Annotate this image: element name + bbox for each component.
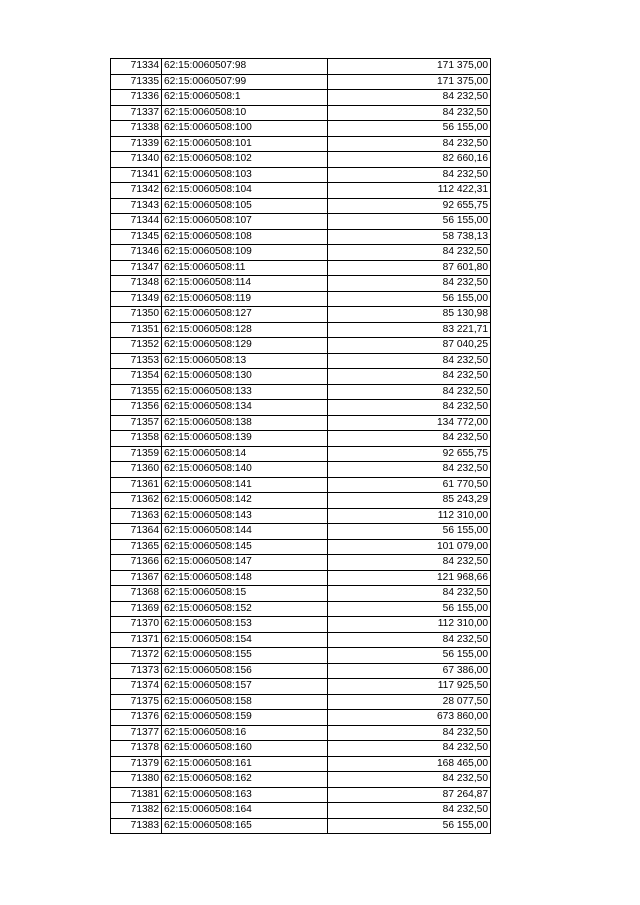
cadastral-value-cell: 171 375,00 [328, 74, 491, 90]
cadastral-number-cell: 62:15:0060508:144 [162, 524, 328, 540]
table-row [111, 400, 491, 416]
row-number-cell: 71382 [111, 803, 162, 819]
table-body [111, 59, 491, 834]
cadastral-number-cell: 62:15:0060508:14 [162, 446, 328, 462]
table-row [111, 524, 491, 540]
cadastral-value-cell: 56 155,00 [328, 214, 491, 230]
cadastral-value-cell: 84 232,50 [328, 384, 491, 400]
cadastral-number-cell: 62:15:0060508:138 [162, 415, 328, 431]
row-number-cell: 71357 [111, 415, 162, 431]
cadastral-number-cell: 62:15:0060508:162 [162, 772, 328, 788]
table-row [111, 725, 491, 741]
row-number-cell: 71344 [111, 214, 162, 230]
cadastral-value-cell: 58 738,13 [328, 229, 491, 245]
cadastral-number-cell: 62:15:0060508:157 [162, 679, 328, 695]
cadastral-number-cell: 62:15:0060508:16 [162, 725, 328, 741]
cadastral-value-cell: 83 221,71 [328, 322, 491, 338]
cadastral-value-cell: 84 232,50 [328, 245, 491, 261]
cadastral-number-cell: 62:15:0060508:143 [162, 508, 328, 524]
cadastral-number-cell: 62:15:0060508:127 [162, 307, 328, 323]
cadastral-number-cell: 62:15:0060508:163 [162, 787, 328, 803]
cadastral-number-cell: 62:15:0060508:1 [162, 90, 328, 106]
cadastral-number-cell: 62:15:0060508:109 [162, 245, 328, 261]
table-row [111, 245, 491, 261]
row-number-cell: 71374 [111, 679, 162, 695]
row-number-cell: 71368 [111, 586, 162, 602]
cadastral-value-cell: 85 243,29 [328, 493, 491, 509]
table-row [111, 415, 491, 431]
table-row [111, 508, 491, 524]
row-number-cell: 71338 [111, 121, 162, 137]
cadastral-value-cell: 101 079,00 [328, 539, 491, 555]
row-number-cell: 71361 [111, 477, 162, 493]
table-row [111, 183, 491, 199]
cadastral-number-cell: 62:15:0060508:153 [162, 617, 328, 633]
row-number-cell: 71379 [111, 756, 162, 772]
row-number-cell: 71355 [111, 384, 162, 400]
cadastral-number-cell: 62:15:0060508:156 [162, 663, 328, 679]
cadastral-number-cell: 62:15:0060508:154 [162, 632, 328, 648]
table-row [111, 229, 491, 245]
table-row [111, 555, 491, 571]
row-number-cell: 71362 [111, 493, 162, 509]
row-number-cell: 71348 [111, 276, 162, 292]
cadastral-value-cell: 56 155,00 [328, 648, 491, 664]
cadastral-value-cell: 84 232,50 [328, 632, 491, 648]
cadastral-value-cell: 84 232,50 [328, 167, 491, 183]
cadastral-value-cell: 84 232,50 [328, 741, 491, 757]
cadastral-value-cell: 85 130,98 [328, 307, 491, 323]
row-number-cell: 71366 [111, 555, 162, 571]
cadastral-value-cell: 112 310,00 [328, 617, 491, 633]
cadastral-value-table [110, 58, 491, 834]
table-row [111, 260, 491, 276]
cadastral-number-cell: 62:15:0060508:158 [162, 694, 328, 710]
row-number-cell: 71345 [111, 229, 162, 245]
row-number-cell: 71365 [111, 539, 162, 555]
cadastral-number-cell: 62:15:0060508:142 [162, 493, 328, 509]
cadastral-number-cell: 62:15:0060508:108 [162, 229, 328, 245]
table-row [111, 818, 491, 834]
table-row [111, 787, 491, 803]
cadastral-number-cell: 62:15:0060508:164 [162, 803, 328, 819]
row-number-cell: 71363 [111, 508, 162, 524]
row-number-cell: 71342 [111, 183, 162, 199]
row-number-cell: 71350 [111, 307, 162, 323]
cadastral-value-cell: 28 077,50 [328, 694, 491, 710]
row-number-cell: 71334 [111, 59, 162, 75]
table-row [111, 307, 491, 323]
row-number-cell: 71337 [111, 105, 162, 121]
table-row [111, 369, 491, 385]
table-row [111, 570, 491, 586]
row-number-cell: 71343 [111, 198, 162, 214]
row-number-cell: 71339 [111, 136, 162, 152]
cadastral-number-cell: 62:15:0060508:161 [162, 756, 328, 772]
table-row [111, 694, 491, 710]
cadastral-number-cell: 62:15:0060508:130 [162, 369, 328, 385]
cadastral-value-cell: 56 155,00 [328, 601, 491, 617]
cadastral-value-cell: 117 925,50 [328, 679, 491, 695]
table-row [111, 648, 491, 664]
table-row [111, 353, 491, 369]
cadastral-value-cell: 67 386,00 [328, 663, 491, 679]
table-row [111, 105, 491, 121]
row-number-cell: 71381 [111, 787, 162, 803]
row-number-cell: 71358 [111, 431, 162, 447]
table-row [111, 121, 491, 137]
table-row [111, 214, 491, 230]
cadastral-value-cell: 84 232,50 [328, 803, 491, 819]
cadastral-number-cell: 62:15:0060508:148 [162, 570, 328, 586]
table-row [111, 741, 491, 757]
cadastral-number-cell: 62:15:0060508:147 [162, 555, 328, 571]
table-row [111, 384, 491, 400]
cadastral-value-cell: 84 232,50 [328, 431, 491, 447]
cadastral-number-cell: 62:15:0060508:160 [162, 741, 328, 757]
row-number-cell: 71380 [111, 772, 162, 788]
cadastral-value-cell: 84 232,50 [328, 90, 491, 106]
cadastral-number-cell: 62:15:0060508:11 [162, 260, 328, 276]
cadastral-value-cell: 84 232,50 [328, 136, 491, 152]
table-row [111, 74, 491, 90]
cadastral-number-cell: 62:15:0060508:133 [162, 384, 328, 400]
cadastral-number-cell: 62:15:0060508:141 [162, 477, 328, 493]
row-number-cell: 71372 [111, 648, 162, 664]
cadastral-number-cell: 62:15:0060508:152 [162, 601, 328, 617]
row-number-cell: 71375 [111, 694, 162, 710]
table-row [111, 90, 491, 106]
cadastral-value-cell: 673 860,00 [328, 710, 491, 726]
cadastral-number-cell: 62:15:0060508:119 [162, 291, 328, 307]
row-number-cell: 71353 [111, 353, 162, 369]
row-number-cell: 71346 [111, 245, 162, 261]
table-row [111, 679, 491, 695]
cadastral-value-cell: 84 232,50 [328, 353, 491, 369]
cadastral-value-cell: 56 155,00 [328, 524, 491, 540]
table-row [111, 601, 491, 617]
table-row [111, 431, 491, 447]
row-number-cell: 71354 [111, 369, 162, 385]
cadastral-value-cell: 87 264,87 [328, 787, 491, 803]
row-number-cell: 71373 [111, 663, 162, 679]
cadastral-number-cell: 62:15:0060508:107 [162, 214, 328, 230]
cadastral-value-cell: 82 660,16 [328, 152, 491, 168]
cadastral-value-cell: 56 155,00 [328, 121, 491, 137]
table-row [111, 493, 491, 509]
row-number-cell: 71347 [111, 260, 162, 276]
row-number-cell: 71370 [111, 617, 162, 633]
cadastral-number-cell: 62:15:0060508:101 [162, 136, 328, 152]
cadastral-value-cell: 56 155,00 [328, 818, 491, 834]
row-number-cell: 71376 [111, 710, 162, 726]
row-number-cell: 71371 [111, 632, 162, 648]
table-row [111, 539, 491, 555]
cadastral-number-cell: 62:15:0060508:105 [162, 198, 328, 214]
cadastral-value-cell: 112 422,31 [328, 183, 491, 199]
table-row [111, 477, 491, 493]
cadastral-value-cell: 84 232,50 [328, 725, 491, 741]
row-number-cell: 71356 [111, 400, 162, 416]
row-number-cell: 71335 [111, 74, 162, 90]
cadastral-value-cell: 92 655,75 [328, 198, 491, 214]
row-number-cell: 71360 [111, 462, 162, 478]
cadastral-value-cell: 84 232,50 [328, 276, 491, 292]
table-row [111, 291, 491, 307]
cadastral-value-cell: 112 310,00 [328, 508, 491, 524]
table-row [111, 338, 491, 354]
table-row [111, 198, 491, 214]
row-number-cell: 71369 [111, 601, 162, 617]
table-row [111, 772, 491, 788]
cadastral-number-cell: 62:15:0060508:103 [162, 167, 328, 183]
table-row [111, 663, 491, 679]
cadastral-value-cell: 171 375,00 [328, 59, 491, 75]
cadastral-value-cell: 121 968,66 [328, 570, 491, 586]
cadastral-value-cell: 87 601,80 [328, 260, 491, 276]
cadastral-value-cell: 56 155,00 [328, 291, 491, 307]
table-row [111, 167, 491, 183]
cadastral-number-cell: 62:15:0060508:139 [162, 431, 328, 447]
row-number-cell: 71377 [111, 725, 162, 741]
cadastral-number-cell: 62:15:0060507:98 [162, 59, 328, 75]
cadastral-number-cell: 62:15:0060508:13 [162, 353, 328, 369]
cadastral-number-cell: 62:15:0060508:159 [162, 710, 328, 726]
table-row [111, 152, 491, 168]
cadastral-number-cell: 62:15:0060508:155 [162, 648, 328, 664]
cadastral-number-cell: 62:15:0060508:145 [162, 539, 328, 555]
table-row [111, 136, 491, 152]
table-row [111, 276, 491, 292]
row-number-cell: 71378 [111, 741, 162, 757]
cadastral-value-cell: 84 232,50 [328, 105, 491, 121]
cadastral-value-cell: 84 232,50 [328, 369, 491, 385]
table-row [111, 322, 491, 338]
row-number-cell: 71340 [111, 152, 162, 168]
cadastral-value-cell: 84 232,50 [328, 772, 491, 788]
table-row [111, 710, 491, 726]
table-row [111, 59, 491, 75]
cadastral-number-cell: 62:15:0060508:140 [162, 462, 328, 478]
cadastral-number-cell: 62:15:0060508:129 [162, 338, 328, 354]
cadastral-number-cell: 62:15:0060508:15 [162, 586, 328, 602]
row-number-cell: 71341 [111, 167, 162, 183]
table-row [111, 756, 491, 772]
cadastral-value-cell: 61 770,50 [328, 477, 491, 493]
table-row [111, 446, 491, 462]
row-number-cell: 71349 [111, 291, 162, 307]
cadastral-value-cell: 84 232,50 [328, 400, 491, 416]
cadastral-value-cell: 92 655,75 [328, 446, 491, 462]
cadastral-number-cell: 62:15:0060508:10 [162, 105, 328, 121]
cadastral-number-cell: 62:15:0060508:102 [162, 152, 328, 168]
table-row [111, 632, 491, 648]
row-number-cell: 71336 [111, 90, 162, 106]
cadastral-value-cell: 168 465,00 [328, 756, 491, 772]
cadastral-number-cell: 62:15:0060508:165 [162, 818, 328, 834]
cadastral-number-cell: 62:15:0060508:134 [162, 400, 328, 416]
table-row [111, 803, 491, 819]
table-row [111, 617, 491, 633]
cadastral-number-cell: 62:15:0060508:104 [162, 183, 328, 199]
cadastral-number-cell: 62:15:0060508:128 [162, 322, 328, 338]
cadastral-value-cell: 84 232,50 [328, 462, 491, 478]
cadastral-value-cell: 87 040,25 [328, 338, 491, 354]
cadastral-number-cell: 62:15:0060508:114 [162, 276, 328, 292]
row-number-cell: 71383 [111, 818, 162, 834]
row-number-cell: 71359 [111, 446, 162, 462]
row-number-cell: 71364 [111, 524, 162, 540]
row-number-cell: 71351 [111, 322, 162, 338]
table-row [111, 586, 491, 602]
row-number-cell: 71352 [111, 338, 162, 354]
cadastral-number-cell: 62:15:0060507:99 [162, 74, 328, 90]
cadastral-value-cell: 84 232,50 [328, 555, 491, 571]
table-row [111, 462, 491, 478]
cadastral-value-cell: 134 772,00 [328, 415, 491, 431]
cadastral-value-cell: 84 232,50 [328, 586, 491, 602]
row-number-cell: 71367 [111, 570, 162, 586]
cadastral-number-cell: 62:15:0060508:100 [162, 121, 328, 137]
